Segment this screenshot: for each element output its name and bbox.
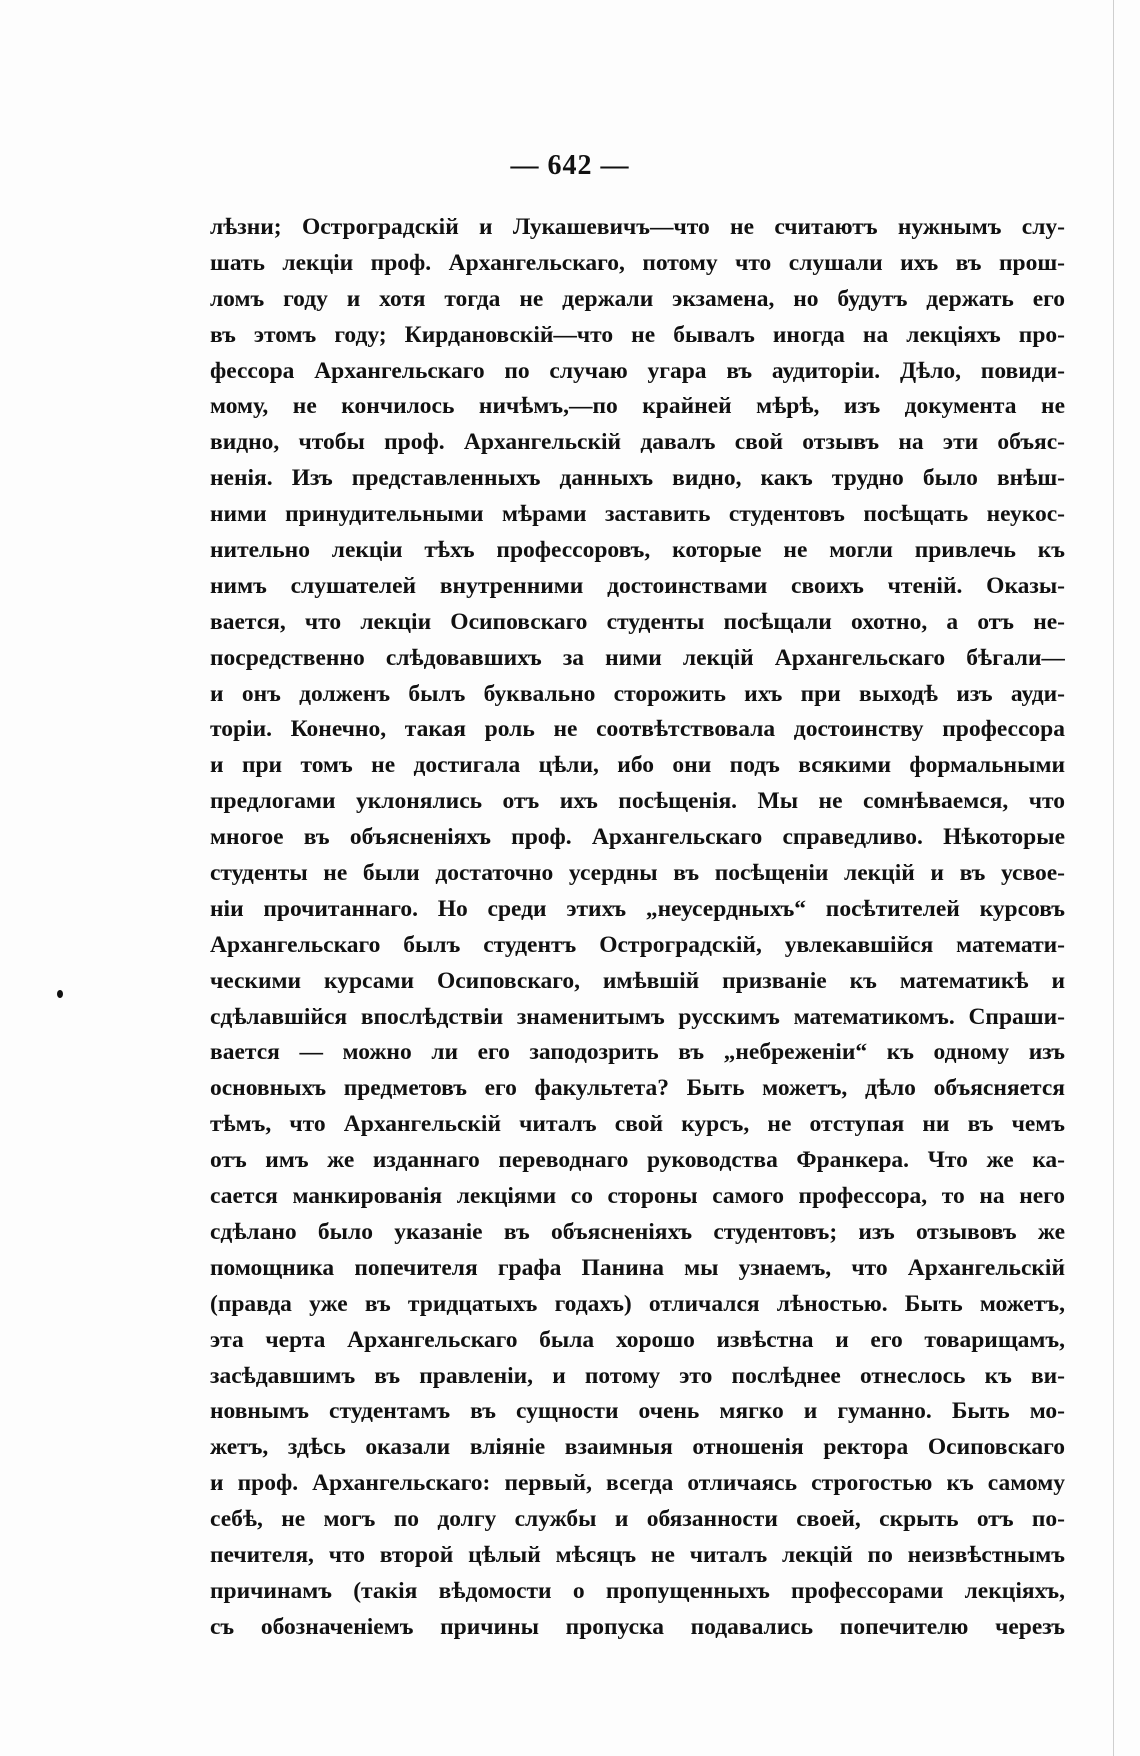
text-line: и при томъ не достигала цѣли, ибо они подъ всякими формальными [210, 752, 1065, 779]
text-line: тѣмъ, что Архангельскій читалъ свой курсъ, не отступая ни въ чемъ [210, 1111, 1065, 1138]
text-line: основныхъ предметовъ его факультета? Быть можетъ, дѣло объясняется [210, 1075, 1065, 1102]
text-line: ніи прочитаннаго. Но среди этихъ „неусердныхъ“ посѣтителей курсовъ [210, 895, 1065, 922]
body-text [210, 210, 1065, 1646]
text-line: ческими курсами Осиповскаго, имѣвшій призваніе къ математикѣ и [210, 967, 1065, 994]
text-line: нительно лекціи тѣхъ профессоровъ, которые не могли привлечь къ [210, 537, 1065, 564]
text-line: шать лекціи проф. Архангельскаго, потому что слушали ихъ въ прош- [210, 249, 1065, 276]
text-line: ними принудительными мѣрами заставить студентовъ посѣщать неукос- [210, 501, 1065, 528]
text-line: (правда уже въ тридцатыхъ годахъ) отличался лѣностью. Быть можетъ, [210, 1290, 1065, 1317]
text-line: и онъ долженъ былъ буквально сторожить ихъ при выходѣ изъ ауди- [210, 680, 1065, 707]
text-line: фессора Архангельскаго по случаю угара въ аудиторіи. Дѣло, повиди- [210, 357, 1065, 384]
text-line: эта черта Архангельскаго была хорошо извѣстна и его товарищамъ, [210, 1326, 1065, 1353]
text-line: лѣзни; Остроградскій и Лукашевичъ—что не считаютъ нужнымъ слу- [210, 214, 1065, 240]
text-line: съ обозначеніемъ причины пропуска подавались попечителю черезъ [210, 1613, 1065, 1640]
text-line: многое въ объясненіяхъ проф. Архангельскаго справедливо. Нѣкоторые [210, 824, 1065, 851]
text-line: ненія. Изъ представленныхъ данныхъ видно, какъ трудно было внѣш- [210, 465, 1065, 492]
text-line: причинамъ (такія вѣдомости о пропущенныхъ профессорами лекціяхъ, [210, 1577, 1065, 1604]
text-line: жетъ, здѣсь оказали вліяніе взаимныя отношенія ректора Осиповскаго [210, 1434, 1065, 1461]
text-line: торіи. Конечно, такая роль не соотвѣтствовала достоинству профессора [210, 716, 1065, 743]
text-line: себѣ, не могъ по долгу службы и обязанности своей, скрыть отъ по- [210, 1506, 1065, 1533]
text-line: вается — можно ли его заподозрить въ „небреженіи“ къ одному изъ [210, 1039, 1065, 1066]
text-line: видно, чтобы проф. Архангельскій давалъ свой отзывъ на эти объяс- [210, 429, 1065, 456]
text-line: ломъ году и хотя тогда не держали экзамена, но будутъ держать его [210, 285, 1065, 312]
text-line: посредственно слѣдовавшихъ за ними лекцій Архангельскаго бѣгали— [210, 644, 1065, 671]
text-line: сдѣлавшійся впослѣдствіи знаменитымъ русскимъ математикомъ. Спраши- [210, 1003, 1065, 1030]
text-line: студенты не были достаточно усердны въ посѣщеніи лекцій и въ усвое- [210, 860, 1065, 887]
text-line: сдѣлано было указаніе въ объясненіяхъ студентовъ; изъ отзывовъ же [210, 1218, 1065, 1245]
text-line: въ этомъ году; Кирдановскій—что не бывалъ иногда на лекціяхъ про- [210, 321, 1065, 348]
text-line: мому, не кончилось ничѣмъ,—по крайней мѣрѣ, изъ документа не [210, 393, 1065, 420]
text-line: сается манкированія лекціями со стороны самого профессора, то на него [210, 1183, 1065, 1210]
text-line: нимъ слушателей внутренними достоинствами своихъ чтеній. Оказы- [210, 572, 1065, 599]
page-number: — 642 — [510, 150, 630, 181]
page-edge-line [1113, 0, 1114, 1756]
margin-mark [57, 990, 63, 998]
text-line: печителя, что второй цѣлый мѣсяцъ не читалъ лекцій по неизвѣстнымъ [210, 1541, 1065, 1568]
text-line: вается, что лекціи Осиповскаго студенты посѣщали охотно, а отъ не- [210, 608, 1065, 635]
text-line: новнымъ студентамъ въ сущности очень мягко и гуманно. Быть мо- [210, 1398, 1065, 1425]
text-line: предлогами уклонялись отъ ихъ посѣщенія. Мы не сомнѣваемся, что [210, 788, 1065, 815]
text-line: Архангельскаго былъ студентъ Остроградскій, увлекавшійся математи- [210, 931, 1065, 958]
text-line: и проф. Архангельскаго: первый, всегда отличаясь строгостью къ самому [210, 1470, 1065, 1497]
text-line: засѣдавшимъ въ правленіи, и потому это послѣднее отнеслось къ ви- [210, 1362, 1065, 1389]
text-line: помощника попечителя графа Панина мы узнаемъ, что Архангельскій [210, 1254, 1065, 1281]
text-line: отъ имъ же изданнаго переводнаго руководства Франкера. Что же ка- [210, 1147, 1065, 1174]
